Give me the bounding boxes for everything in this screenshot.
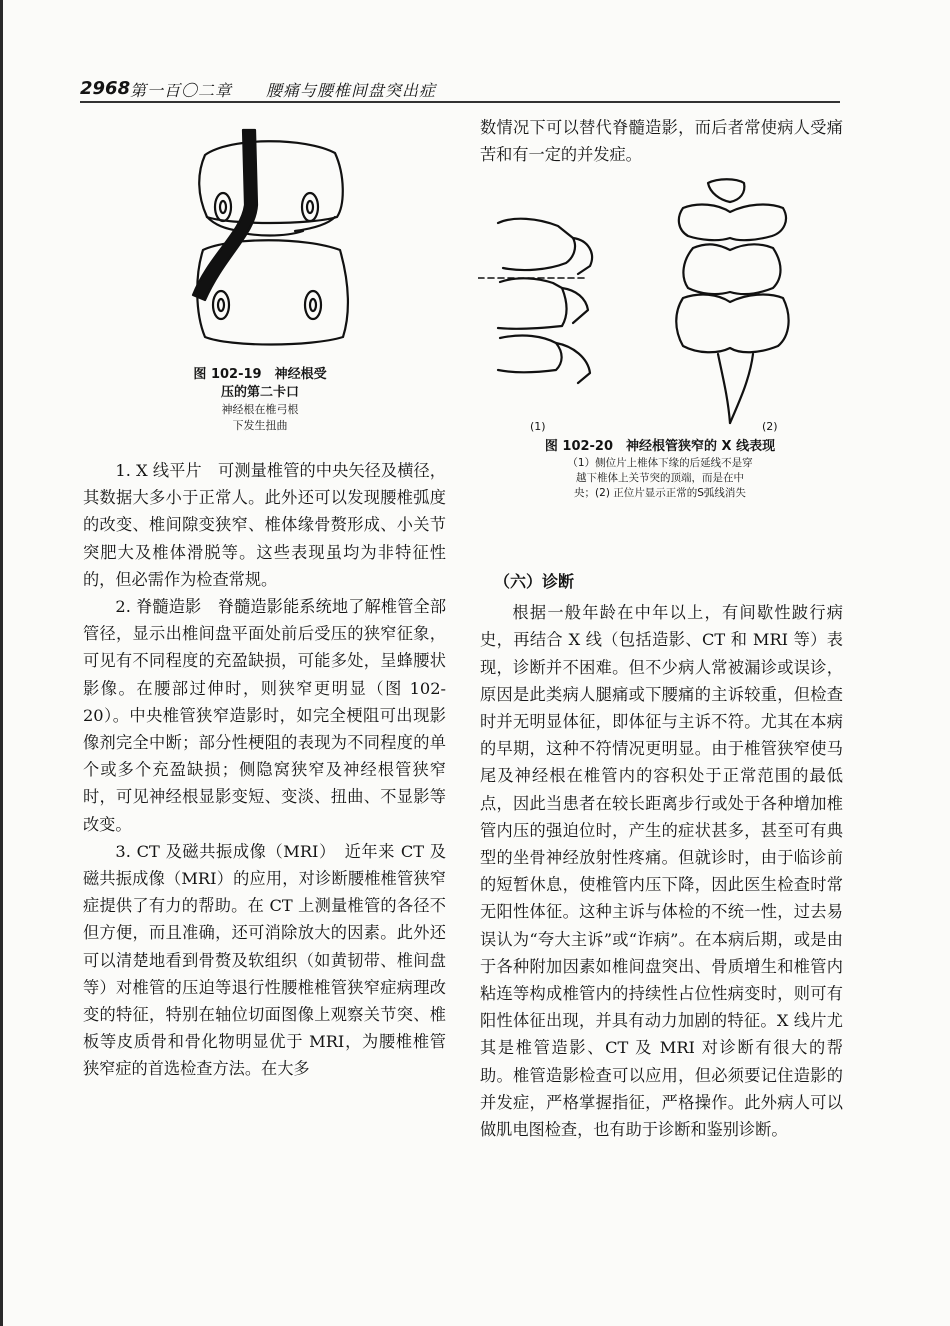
figure-102-20-note-line2: 越下椎体上关节突的顶端，而是在中	[576, 472, 744, 484]
figure-102-20-panel-labels	[500, 420, 820, 436]
figure-102-20-title: 图 102-20 神经根管狭窄的 X 线表现	[544, 439, 776, 454]
figure-102-20-caption	[500, 420, 820, 501]
figure-102-19-note-line2: 下发生扭曲	[232, 419, 288, 432]
right-column-continuation	[480, 114, 843, 168]
left-column-text	[83, 457, 446, 1083]
figure-102-19-title-line2: 压的第二卡口	[220, 385, 299, 400]
figure-102-20-label-2: (2)	[762, 420, 778, 433]
myelography-text: 脊髓造影能系统地了解椎管全部管径，显示出椎间盘平面处前后受压的狭窄征象，可见有不同程度的充盈缺损，可能多处，呈蜂腰状影像。在腰部过伸时，则狭窄更明显（图 102-20）。中央椎管狭窄造影时，如完全梗阻可出现影像剂完全中断；部分性梗阻的表现为不同程度的单个或多个充盈缺损；侧隐窝狭窄及神经根管狭窄时，可见神经根显影变短、变淡、扭曲、不显影等改变。	[83, 597, 447, 834]
paragraph-ct-mri	[83, 838, 446, 1083]
xray-text: 可测量椎管的中央矢径及横径，其数据大多小于正常人。此外还可以发现腰椎弧度的改变、椎间隙变狭窄、椎体缘骨赘形成、小关节突肥大及椎体滑脱等。这些表现虽均为非特征性的，但必需作为检查常规。	[83, 461, 446, 589]
page-edge-shadow	[0, 0, 3, 1326]
figure-102-19-title-line1: 图 102-19 神经根受	[193, 367, 327, 382]
figure-102-20-label-1: (1)	[530, 420, 546, 433]
header-rule	[80, 101, 840, 103]
chapter-title: 腰痛与腰椎间盘突出症	[266, 81, 437, 100]
paragraph-diagnosis: 根据一般年龄在中年以上，有间歇性跛行病史，再结合 X 线（包括造影、CT 和 MRI 等）表现，诊断并不困难。但不少病人常被漏诊或误诊，原因是此类病人腿痛或下腰痛的主诉较重，但检查时并无明显体征，即体征与主诉不符。尤其在本病的早期，这种不符情况更明显。由于椎管狭窄使马尾及神经根在椎管内的容积处于正常范围的最低点，因此当患者在较长距离步行或处于各种增加椎管内压的强迫位时，产生的症状甚多，甚至可有典型的坐骨神经放射性疼痛。但就诊时，由于临诊前的短暂休息，使椎管内压下降，因此医生检查时常无阳性体征。这种主诉与体检的不统一性，过去易误认为“夸大主诉”或“诈病”。在本病后期，或是由于各种附加因素如椎间盘突出、骨质增生和椎管内粘连等构成椎管内的持续性占位性病变时，则可有阳性体征出现，并具有动力加剧的特征。X 线片尤其是椎管造影、CT 及 MRI 对诊断有很大的帮助。椎管造影检查可以应用，但必须要记住造影的并发症，严格掌握指征，严格操作。此外病人可以做肌电图检查，也有助于诊断和鉴别诊断。	[480, 603, 843, 1140]
continuation-text: 数情况下可以替代脊髓造影，而后者常使病人受痛苦和有一定的并发症。	[480, 118, 843, 165]
right-column-text	[480, 558, 843, 1143]
ct-mri-label: 3. CT 及磁共振成像（MRI）	[115, 841, 328, 861]
paragraph-xray	[83, 457, 446, 593]
chapter-label: 第一百〇二章	[130, 81, 233, 100]
figure-102-20-note-line1: （1）侧位片上椎体下缘的后延线不是穿	[567, 457, 753, 469]
figure-102-20-note-line3: 央；(2) 正位片显示正常的S弧线消失	[574, 487, 746, 499]
ct-mri-text: 近年来 CT 及磁共振成像（MRI）的应用，对诊断腰椎椎管狭窄症提供了有力的帮助。在 CT 上测量椎管的各径不但方便，而且准确，还可消除放大的因素。此外还可以清楚地看到骨赘及软组织（如黄韧带、椎间盘等）对椎管的压迫等退行性腰椎椎管狭窄症病理改变的特征，特别在轴位切面图像上观察关节突、椎板等皮质骨和骨化物明显优于 MRI，为腰椎椎管狭窄症的首选检查方法。在大多	[83, 841, 446, 1079]
paragraph-myelography	[83, 593, 446, 838]
figure-102-19-illustration	[185, 125, 355, 365]
figure-102-20-illustration	[478, 178, 848, 428]
page-header	[80, 70, 840, 104]
page-number: 2968	[80, 78, 131, 99]
myelography-label: 2. 脊髓造影	[115, 597, 202, 617]
figure-102-19-note-line1: 神经根在椎弓根	[221, 403, 299, 416]
section-heading-diagnosis: （六）诊断	[494, 572, 575, 591]
figure-102-19-caption	[175, 366, 345, 434]
xray-label: 1. X 线平片	[115, 461, 202, 480]
